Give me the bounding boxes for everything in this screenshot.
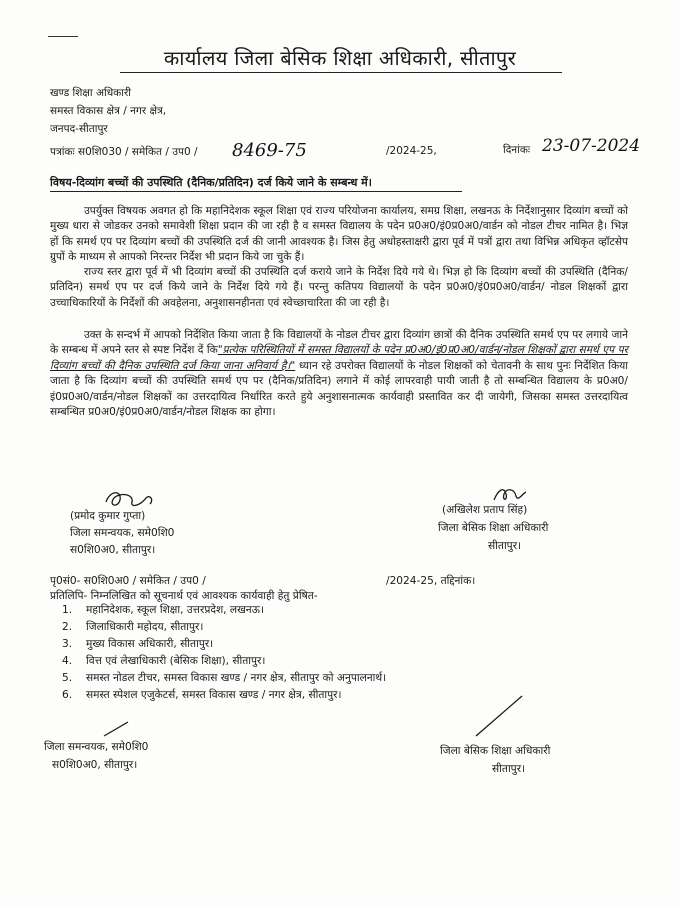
list-item: 2. जिलाधिकारी महोदय, सीतापुर। xyxy=(62,621,204,633)
left-footer-initial-stroke xyxy=(100,718,132,738)
list-item: 6. समस्त स्पेशल एजुकेटर्स, समस्त विकास खण्ड / नगर क्षेत्र, सीतापुर। xyxy=(62,689,342,701)
footer-right-office: सीतापुर। xyxy=(492,763,526,775)
date-value: 23-07-2024 xyxy=(542,136,641,156)
recipient-line-1: खण्ड शिक्षा अधिकारी xyxy=(50,87,131,99)
para3-intro: उक्त के सन्दर्भ में आपको निर्देशित किया जाता है कि विद्यालयों के नोडल टीचर द्वारा दिव्यांग छात्रों की दैनिक उपस्थिति समर्थ एप पर लगाये जाने के सम्बन्ध में अपने स्तर से स्पष्ट निर्देश दें कि xyxy=(50,329,628,357)
right-footer-initial-stroke xyxy=(470,690,530,740)
endorsement-date: /2024-25, तद्दिनांक। xyxy=(386,575,476,587)
list-item: 5. समस्त नोडल टीचर, समस्त विकास खण्ड / नगर क्षेत्र, सीतापुर को अनुपालनार्थ। xyxy=(62,672,387,684)
right-signatory-name: (अखिलेश प्रताप सिंह) xyxy=(442,504,528,516)
subject-underline xyxy=(50,191,462,192)
body-paragraph-1: उपर्युक्त विषयक अवगत हो कि महानिदेशक स्कूल शिक्षा एवं राज्य परियोजना कार्यालय, समग्र शिक्षा, लखनऊ के निर्देशानुसार दिव्यांग बच्चों को मुख्य धारा से जोडकर उनको समावेशी शिक्षा प्रदान की जा रही है व समस्त विद्यालय के पदेन प्र0अ0/इं0प्र0अ0/वार्डन को नोडल टीचर नामित है। भिज्ञ हों कि समर्थ एप पर दिव्यांग बच्चों की उपस्थिति दर्ज की जानी आवश्यक है। जिस हेतु अधोहस्ताक्षरी द्वारा पूर्व में पत्रों द्वारा तथा विभिन्न अधिकृत व्हॉटसेप ग्रुपों के माध्यम से आपको निरन्तर निर्देश भी प्रदान किये जा चुके हैं। xyxy=(50,205,628,264)
patrank-label: पत्रांकः स0शि030 / समेकित / उप0 / xyxy=(50,146,198,158)
subject-line: विषय-दिव्यांग बच्चों की उपस्थिति (दैनिक/प्रतिदिन) दर्ज किये जाने के सम्बन्ध में। xyxy=(50,176,372,189)
footer-right-designation: जिला बेसिक शिक्षा अधिकारी xyxy=(440,745,551,757)
recipient-line-2: समस्त विकास क्षेत्र / नगर क्षेत्र, xyxy=(50,105,167,117)
left-signatory-name: (प्रमोद कुमार गुप्ता) xyxy=(70,510,146,522)
top-dash-mark xyxy=(48,36,78,37)
list-item: 3. मुख्य विकास अधिकारी, सीतापुर। xyxy=(62,638,214,650)
endorsement-reference: पृ0सं0- स0शि0अ0 / समेकित / उप0 / xyxy=(50,575,206,587)
footer-left-designation: जिला समन्वयक, समे0शि0 xyxy=(44,741,149,753)
para3-warning: ध्यान रहे उपरोक्त विद्यालयों के नोडल शिक्षकों को चेतावनी के साथ पुनः निर्देशित किया जाता है कि दिव्यांग बच्चों की उपस्थिति समर्थ एप पर (दैनिक/प्रतिदिन) लगाने में कोई लापरवाही पायी जाती है तो सम्बन्धित विद्यालय के प्र0अ0/इं0प्र0अ0/वार्डन/नोडल शिक्षकों का उत्तरदायित्व निर्धारित करते हुये अनुशासनात्मक कार्यवाही प्रस्तावित कर दी जायेगी, जिसका समस्त उत्तरदायित्व सम्बन्धित प्र0अ0/इं0प्र0अ0/वार्डन/नोडल शिक्षक का होगा। xyxy=(50,359,629,419)
office-title: कार्यालय जिला बेसिक शिक्षा अधिकारी, सीतापुर xyxy=(163,46,517,70)
copy-to-intro: प्रतिलिपि- निम्नलिखित को सूचनार्थ एवं आवश्यक कार्यवाही हेतु प्रेषित- xyxy=(50,590,318,602)
title-underline xyxy=(120,72,562,73)
list-item: 1. महानिदेशक, स्कूल शिक्षा, उत्तरप्रदेश, लखनऊ। xyxy=(62,604,264,616)
para3-quoted-directive: "प्रत्येक परिस्थितियों में समस्त विद्यालयों के पदेन प्र0अ0/इं0प्र0अ0/वार्डन/नोडल शिक्षकों द्वारा समर्थ एप पर दिव्यांग बच्चों की दैनिक उपस्थिति दर्ज किया जाना अनिवार्य है।" xyxy=(50,344,628,372)
date-label: दिनांकः xyxy=(503,144,531,156)
patrank-number: 8469-75 xyxy=(232,140,307,161)
right-signatory-designation: जिला बेसिक शिक्षा अधिकारी xyxy=(438,522,549,534)
right-signatory-office: सीतापुर। xyxy=(488,540,522,552)
copy-to-list xyxy=(62,602,386,704)
list-item: 4. वित्त एवं लेखाधिकारी (बेसिक शिक्षा), सीतापुर। xyxy=(62,655,266,667)
left-signatory-designation: जिला समन्वयक, समे0शि0 xyxy=(70,527,175,539)
left-signatory-office: स0शि0अ0, सीतापुर। xyxy=(70,544,156,556)
body-paragraph-3 xyxy=(50,328,628,420)
footer-left-office: स0शि0अ0, सीतापुर। xyxy=(52,759,138,771)
reference-year: /2024-25, xyxy=(386,145,437,157)
recipient-line-3: जनपद-सीतापुर xyxy=(50,123,108,135)
body-paragraph-2: राज्य स्तर द्वारा पूर्व में भी दिव्यांग बच्चों की उपस्थिति दर्ज कराये जाने के निर्देश दिये गये थे। भिज्ञ हो कि दिव्यांग बच्चों की उपस्थिति (दैनिक/प्रतिदिन) समर्थ एप पर दर्ज किये जाने के निर्देश दिये गये हैं। परन्तु कतिपय विद्यालयों के पदेन प्र0अ0/इं0प्र0अ0/वार्डन/ नोडल शिक्षकों द्वारा उच्चाधिकारियों के निर्देशों की अवहेलना, अनुशासनहीनता एवं स्वेच्छाचारिता की जा रही है। xyxy=(50,266,628,309)
